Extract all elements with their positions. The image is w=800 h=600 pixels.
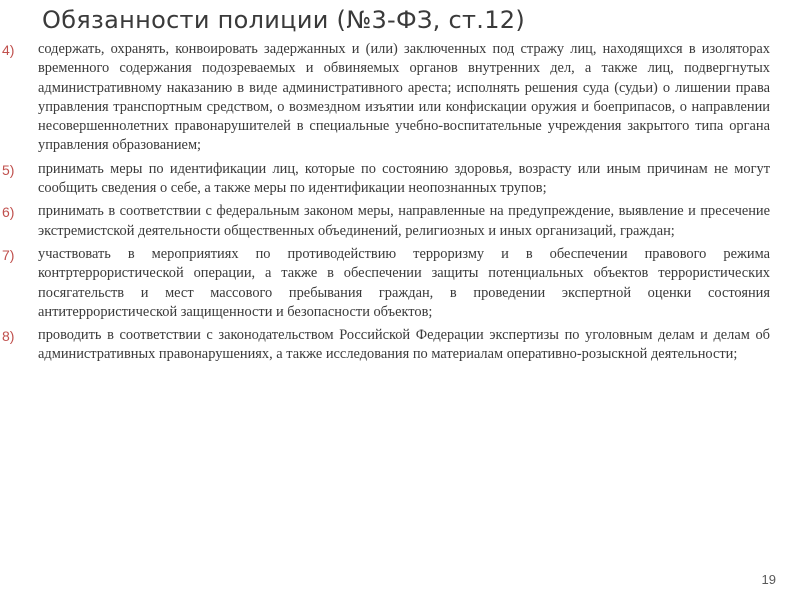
list-item <box>0 326 800 365</box>
list-item <box>0 202 800 241</box>
list-item-text: участвовать в мероприятиях по противодействию терроризму и в обеспечении правового режима контртеррористической операции, а также в обеспечении защиты потенциальных объектов террористических посягательств и мест массового пребывания граждан, в проведении экспертной оценки состояния антитеррористической защищенности и безопасности объектов; <box>38 245 770 320</box>
list-item-text: принимать в соответствии с федеральным законом меры, направленные на предупреждение, выявление и пресечение экстремистской деятельности общественных объединений, религиозных и иных организаций, граждан; <box>38 203 770 239</box>
list-item-number: 4) <box>2 42 15 58</box>
page-number: 19 <box>761 572 776 587</box>
list-item <box>0 40 800 156</box>
list-item-number: 5) <box>2 161 15 178</box>
slide-title: Обязанности полиции (№3-ФЗ, ст.12) <box>42 6 526 34</box>
list-item-number: 7) <box>2 246 15 263</box>
list-item-number: 8) <box>2 328 15 345</box>
list-item-text: принимать меры по идентификации лиц, которые по состоянию здоровья, возрасту или иным причинам не могут сообщить сведения о себе, а также меры по идентификации неопознанных трупов; <box>38 160 770 197</box>
list-item-text: проводить в соответствии с законодательством Российской Федерации экспертизы по уголовным делам и делам об административных правонарушениях, а также исследования по материалам оперативно-розыскной деятельности; <box>38 327 770 363</box>
list-item-number: 6) <box>2 204 15 221</box>
list-item <box>0 160 800 199</box>
list-item-text: содержать, охранять, конвоировать задержанных и (или) заключенных под стражу лиц, находящихся в изоляторах временного содержания подозреваемых и обвиняемых органов внутренних дел, а также лиц, подвергнутых административному наказанию в виде административного ареста; исполнять решения суда (судьи) о лишении права управления транспортным средством, о возмездном изъятии или конфискации оружия и боеприпасов, о направлении несовершеннолетних правонарушителей в специальные учебно-воспитательные учреждения закрытого типа органа управления образованием; <box>38 41 770 154</box>
list-item <box>0 245 800 322</box>
duties-list <box>0 40 800 369</box>
